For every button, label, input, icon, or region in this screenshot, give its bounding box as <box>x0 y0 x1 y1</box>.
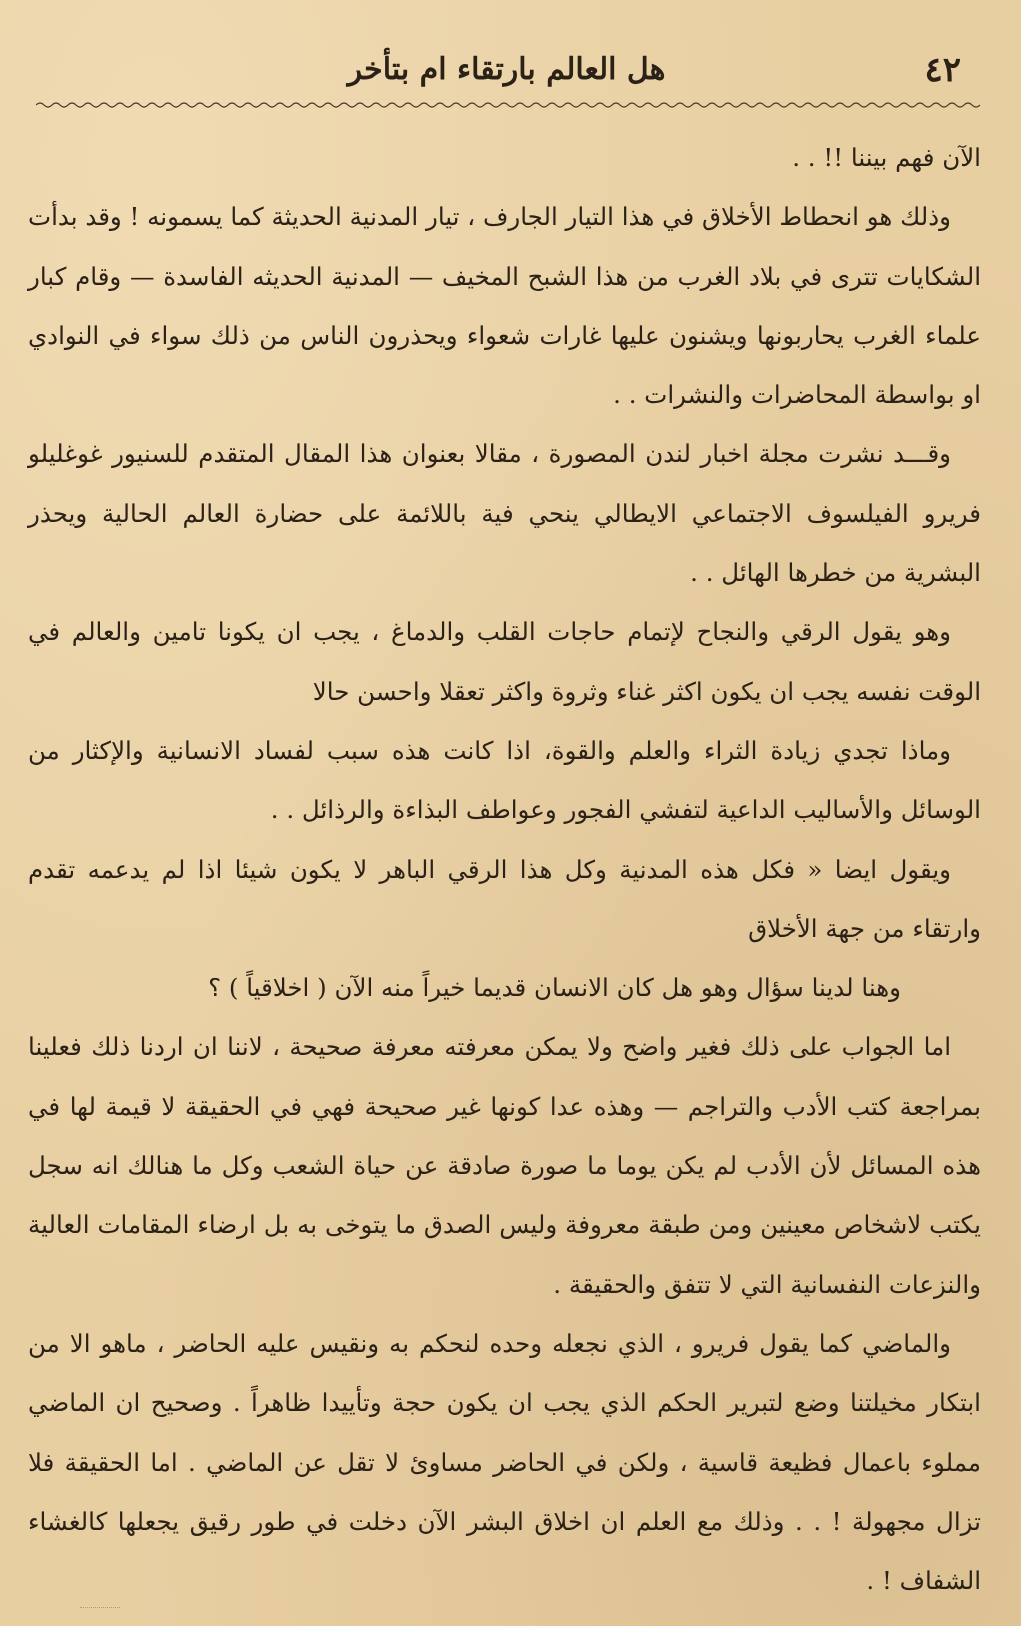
paragraph: وهنا لدينا سؤال وهو هل كان الانسان قديما خيراً منه الآن ( اخلاقياً ) ؟ <box>208 973 901 1003</box>
scan-mark <box>80 1607 120 1622</box>
header-divider <box>36 100 981 110</box>
paragraph: والماضي كما يقول فريرو ، الذي نجعله وحده لنحكم به ونقيس عليه الحاضر ، ماهو الا من ابتكار مخيلتنا وضع لتبرير الحكم الذي يجب ان يكون حجة وتأييدا ظاهراً . وصحيح ان الماضي مملوء باعمال فظيعة قاسية ، ولكن في الحاضر مساوئ لا تقل عن الماضي . اما الحقيقة فلا تزال مجهولة ! . . وذلك مع العلم ان اخلاق البشر الآن دخلت في طور رقيق يجعلها كالغشاء الشفاف ! . <box>28 1328 981 1596</box>
paragraph: ويقول ايضا « فكل هذه المدنية وكل هذا الرقي الباهر لا يكون شيئا اذا لم يدعمه تقدم وارتقاء من جهة الأخلاق <box>28 854 981 943</box>
paragraph: وقـــد نشرت مجلة اخبار لندن المصورة ، مقالا بعنوان هذا المقال المتقدم للسنيور غوغليلو فريرو الفيلسوف الاجتماعي الايطالي ينحي فية باللائمة على حضارة العالم الحالية ويحذر البشرية من خطرها الهائل . . <box>28 439 981 588</box>
paragraph: وذلك هو انحطاط الأخلاق في هذا التيار الجارف ، تيار المدنية الحديثة كما يسمونه ! وقد بدأت الشكايات تترى في بلاد الغرب من هذا الشبح المخيف — المدنية الحديثه الفاسدة — وقام كبار علماء الغرب يحاربونها ويشنون عليها غارات شعواء ويحذرون الناس من ذلك سواء في النوادي او بواسطة المحاضرات والنشرات . . <box>28 202 981 410</box>
paragraph: اما الجواب على ذلك فغير واضح ولا يمكن معرفته معرفة صحيحة ، لاننا ان اردنا ذلك فعلينا بمراجعة كتب الأدب والتراجم — وهذه عدا كونها غير صحيحة فهي في الحقيقة لا قيمة لها في هذه المسائل لأن الأدب لم يكن يوما ما صورة صادقة عن حياة الشعب وكل ما هنالك انه سجل يكتب لاشخاص معينين ومن طبقة معروفة وليس الصدق ما يتوخى به بل ارضاء المقامات العالية والنزعات النفسانية التي لا تتفق والحقيقة . <box>28 1032 981 1299</box>
page-number: ٤٢ <box>924 50 961 90</box>
running-title: هل العالم بارتقاء ام بتأخر <box>347 52 666 87</box>
paragraph: الآن فهم بيننا !! . . <box>792 143 981 172</box>
paragraph: وماذا تجدي زيادة الثراء والعلم والقوة، اذا كانت هذه سبب لفساد الانسانية والإكثار من الوسائل والأساليب الداعية لتفشي الفجور وعواطف البذاءة والرذائل . . <box>28 735 981 825</box>
paragraph: وهو يقول الرقي والنجاح لإتمام حاجات القلب والدماغ ، يجب ان يكونا تامين والعالم في الوقت نفسه يجب ان يكون اكثر غناء وثروة واكثر تعقلا واحسن حالا <box>28 617 981 706</box>
page-header <box>32 44 981 100</box>
body-text <box>28 128 981 1610</box>
